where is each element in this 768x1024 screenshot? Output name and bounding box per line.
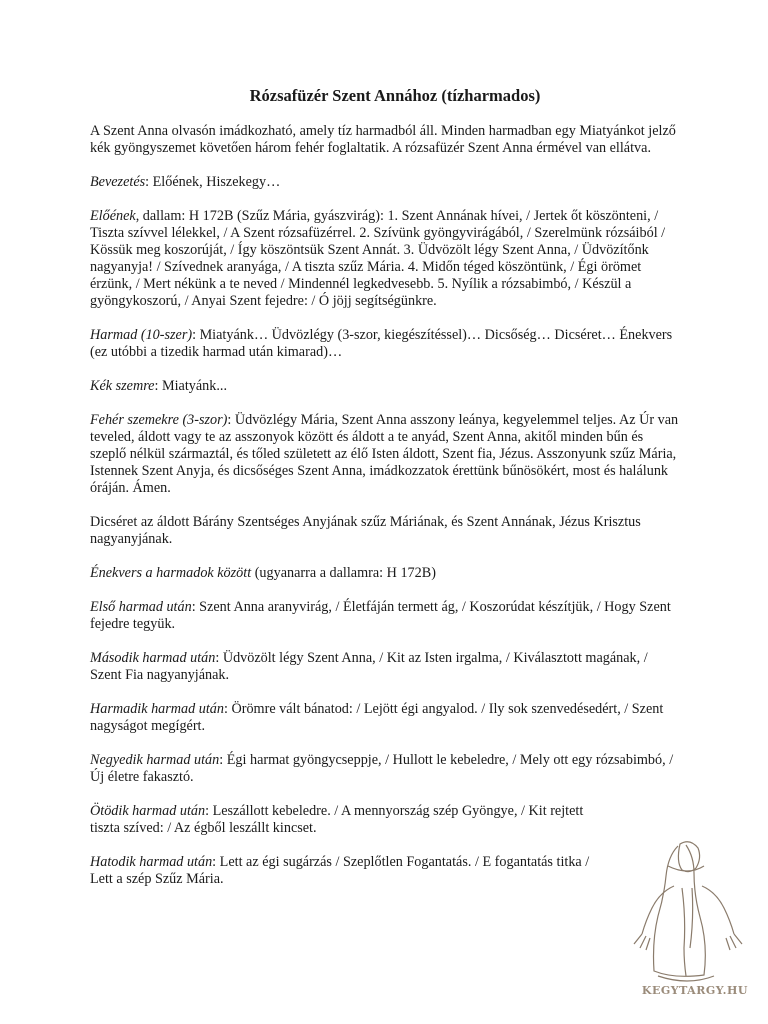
section-text: (ugyanarra a dallamra: H 172B) xyxy=(251,565,436,581)
section-text: : Miatyánk… Üdvözlégy (3-szor, kiegészítéssel)… Dicsőség… Dicséret… Énekvers (ez utóbbi a tizedik harmad után kimarad)… xyxy=(90,327,673,360)
section-label: Énekvers a harmadok között xyxy=(90,565,252,581)
section-text: : Előének, Hiszekegy… xyxy=(145,174,281,190)
section-text: , dallam: H 172B (Szűz Mária, gyászvirág): 1. Szent Annának hívei, / Jertek őt köszönteni, / Tiszta szívvel lélekkel, / A Szent rózsafüzérrel. 2. Szívünk gyöngyvirágából, / Szerelmünk rózsáiból / Kössük meg koszorúját, / Így köszöntsük Szent Annát. 3. Üdvözölt légy Szent Anna, / Üdvözítőnk nagyanyja! / Szívednek aranyága, / A tiszta szűz Mária. 4. Midőn téged köszöntünk, / Égi örömet érzünk, / Mert nékünk a te neved / Mindennél legkedvesebb. 5. Nyílik a rózsabimbó, / Készül a gyöngykoszorú, / Anyai Szent fejedre: / Ó jöjj segítségünkre. xyxy=(90,208,666,309)
section-hatodik-harmad xyxy=(90,854,600,888)
section-harmad xyxy=(90,327,680,361)
section-label: Előének xyxy=(90,208,136,224)
section-otodik-harmad xyxy=(90,803,600,837)
section-label: Negyedik harmad után xyxy=(90,752,220,768)
section-text: : Szent Anna aranyvirág, / Életfáján termett ág, / Koszorúdat készítjük, / Hogy Szent fejedre tegyük. xyxy=(90,599,671,632)
section-label: Harmad (10-szer) xyxy=(90,327,193,343)
section-label: Első harmad után xyxy=(90,599,192,615)
logo-text: KEGYTARGY.HU xyxy=(641,984,748,997)
section-harmadik-harmad xyxy=(90,701,680,735)
section-feher-szemekre xyxy=(90,412,680,497)
section-negyedik-harmad xyxy=(90,752,680,786)
section-label: Harmadik harmad után xyxy=(90,701,224,717)
document-page xyxy=(90,86,680,905)
section-eloenek xyxy=(90,208,680,310)
section-text: : Miatyánk... xyxy=(154,378,227,394)
section-dicseret xyxy=(90,514,680,548)
section-bevezetes xyxy=(90,174,680,191)
section-enekvers xyxy=(90,565,680,582)
section-label: Hatodik harmad után xyxy=(90,854,213,870)
document-title: Rózsafüzér Szent Annához (tízharmados) xyxy=(249,86,541,105)
section-label: Második harmad után xyxy=(90,650,216,666)
section-elso-harmad xyxy=(90,599,680,633)
section-text: : Égi harmat gyöngycseppje, / Hullott le kebeledre, / Mely ott egy rózsabimbó, / Új életre fakasztó. xyxy=(90,752,674,785)
section-text: : Üdvözölt légy Szent Anna, / Kit az Isten irgalma, / Kiválasztott magának, / Szent Fia nagyanyjának. xyxy=(90,650,648,683)
section-text: : Üdvözlégy Mária, Szent Anna asszony leánya, kegyelemmel teljes. Az Úr van teveled, áldott vagy te az asszonyok között és áldott a te anyád, Szent Anna, akitől minden bűn és szeplő nélkül származtál, és tőled született az élő Isten áldott, Szent fia, Jézus. Asszonyunk szűz Mária, Istennek Szent Anyja, és dicsőséges Szent Anna, imádkozzatok érettünk bűnösökért, most és halálunk óráján. Ámen. xyxy=(90,412,679,496)
section-text: : Örömre vált bánatod: / Lejött égi angyalod. / Ily sok szenvedésedért, / Szent nagyságot megígért. xyxy=(90,701,664,734)
madonna-logo-icon xyxy=(618,826,750,1006)
section-text: Dicséret az áldott Bárány Szentséges Anyjának szűz Máriának, és Szent Annának, Jézus Krisztus nagyanyjának. xyxy=(90,514,641,547)
section-label: Bevezetés xyxy=(90,174,146,190)
section-text: : Leszállott kebeledre. / A mennyország szép Gyöngye, / Kit rejtett tiszta szíved: / Az égből leszállt kincset. xyxy=(90,803,584,836)
section-text: : Lett az égi sugárzás / Szeplőtlen Fogantatás. / E fogantatás titka / Lett a szép Szűz Mária. xyxy=(90,854,590,887)
section-label: Fehér szemekre (3-szor) xyxy=(90,412,228,428)
section-masodik-harmad xyxy=(90,650,680,684)
section-label: Ötödik harmad után xyxy=(90,803,206,819)
intro-paragraph: A Szent Anna olvasón imádkozható, amely tíz harmadból áll. Minden harmadban egy Miatyánkot jelző kék gyöngyszemet követően három fehér foglaltatik. A rózsafüzér Szent Anna érmével van ellátva. xyxy=(90,123,676,156)
section-kek-szemre xyxy=(90,378,680,395)
section-label: Kék szemre xyxy=(90,378,155,394)
